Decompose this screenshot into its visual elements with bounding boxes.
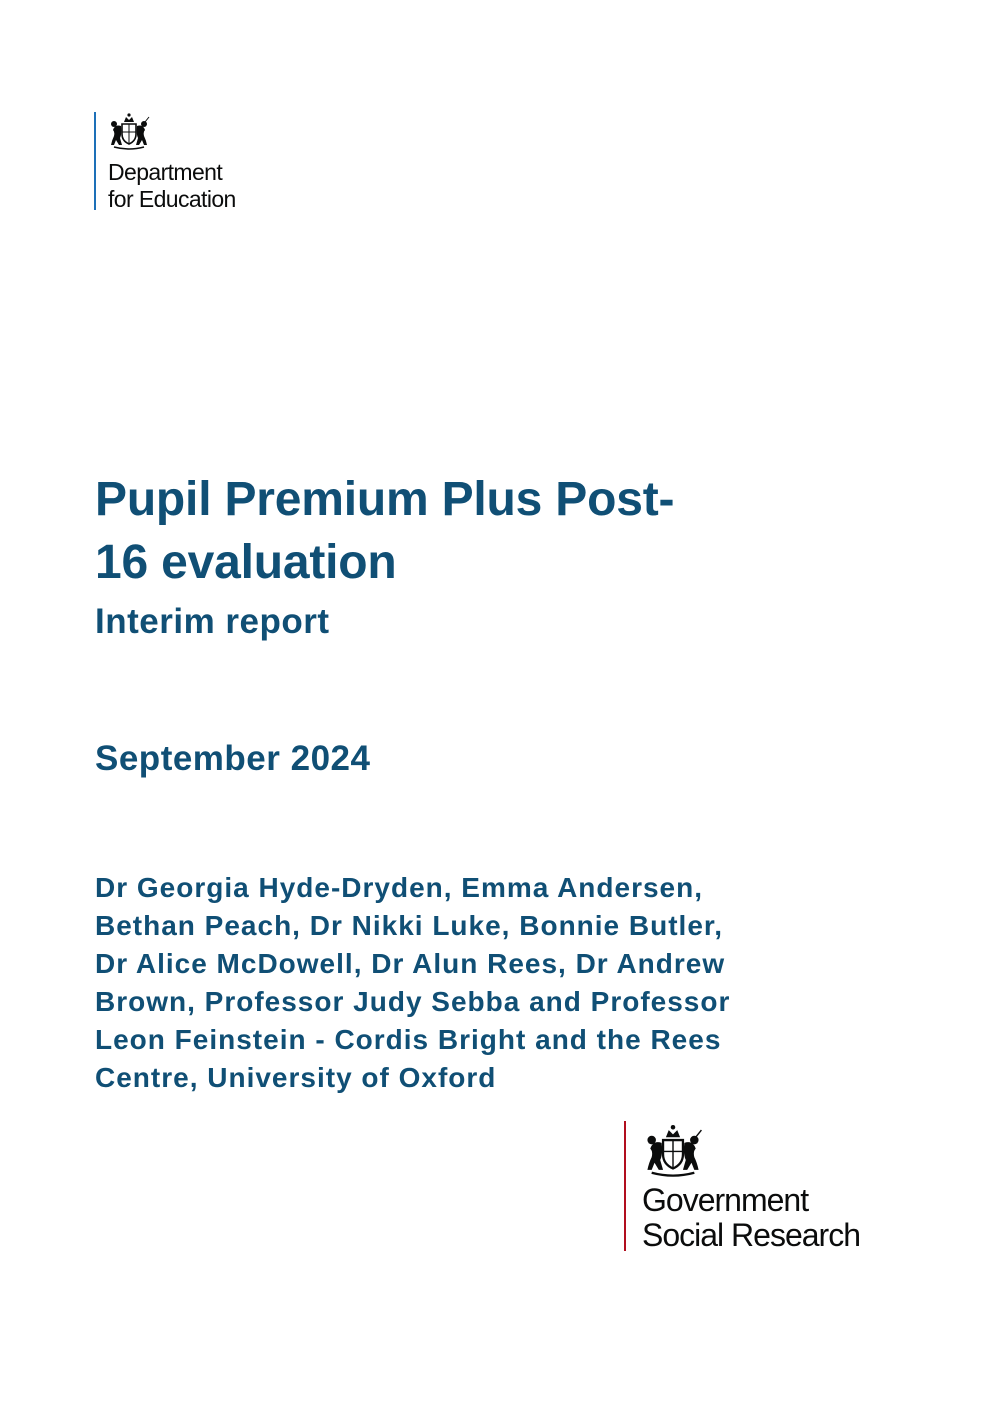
author-line: Dr Alice McDowell, Dr Alun Rees, Dr Andrew bbox=[95, 948, 726, 979]
author-line: Centre, University of Oxford bbox=[95, 1062, 497, 1093]
author-line: Dr Georgia Hyde-Dryden, Emma Andersen, bbox=[95, 872, 704, 903]
author-line: Brown, Professor Judy Sebba and Professor bbox=[95, 986, 731, 1017]
report-subtitle: Interim report bbox=[95, 602, 330, 641]
report-title-line1: Pupil Premium Plus Post- bbox=[95, 473, 675, 526]
dfe-logo-line1: Department bbox=[108, 159, 223, 185]
gsr-logo-line1: Government bbox=[642, 1182, 809, 1218]
report-title-line2: 16 evaluation bbox=[95, 536, 397, 589]
royal-coat-of-arms-icon bbox=[108, 112, 150, 150]
dfe-logo bbox=[94, 112, 236, 212]
dfe-logo-text bbox=[108, 159, 236, 213]
author-line: Leon Feinstein - Cordis Bright and the Rees bbox=[95, 1024, 722, 1055]
dfe-logo-line2: for Education bbox=[108, 186, 236, 212]
gsr-logo-text bbox=[642, 1183, 860, 1253]
publication-date: September 2024 bbox=[95, 739, 371, 778]
royal-coat-of-arms-icon bbox=[642, 1123, 704, 1177]
author-line: Bethan Peach, Dr Nikki Luke, Bonnie Butler, bbox=[95, 910, 724, 941]
report-title bbox=[95, 468, 895, 594]
author-list bbox=[95, 869, 730, 1097]
gsr-logo-line2: Social Research bbox=[642, 1217, 860, 1253]
gsr-logo bbox=[624, 1121, 916, 1251]
